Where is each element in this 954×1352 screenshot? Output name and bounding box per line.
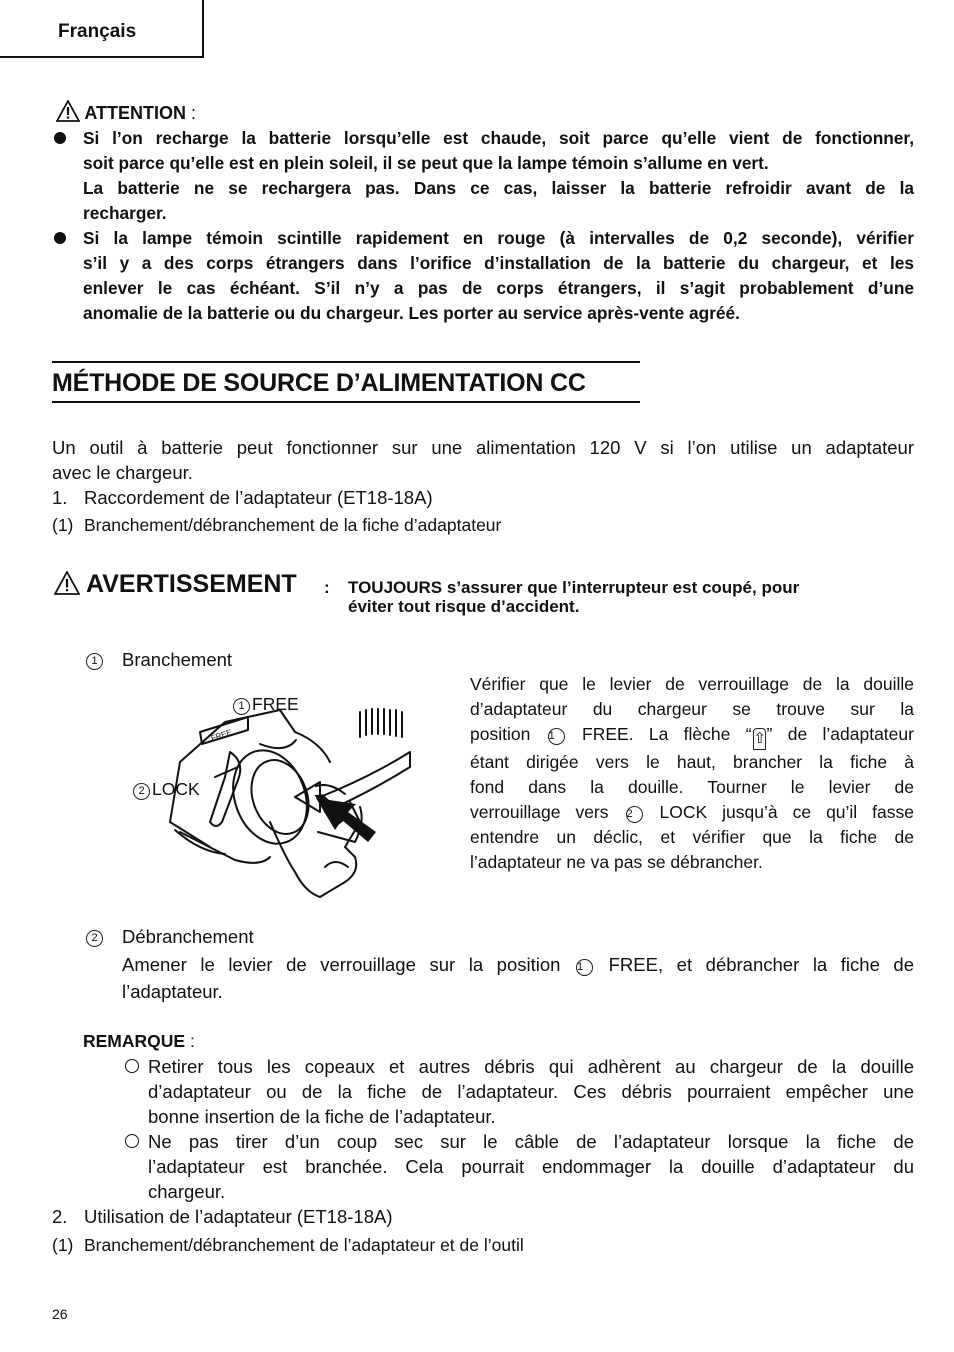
attention-heading	[56, 100, 196, 124]
attention-colon: :	[191, 103, 197, 123]
text-line: Si la lampe témoin scintille rapidement en rouge (à intervalles de 0,2 seconde), vérifier	[83, 228, 914, 248]
branchement-paragraph	[470, 672, 914, 875]
remarque-label: REMARQUE	[83, 1031, 186, 1051]
free-label: FREE	[252, 694, 299, 714]
text-line: l’adaptateur est branchée. Cela pourrait endommager la douille d’adaptateur du	[148, 1156, 914, 1177]
item-2-number: 2.	[52, 1206, 68, 1227]
attention-bullet-1	[83, 126, 914, 226]
branchement-marker	[84, 647, 105, 672]
circled-number: 1	[548, 728, 565, 745]
text-line: l’adaptateur.	[122, 981, 223, 1002]
lock-label: LOCK	[152, 779, 200, 799]
intro-paragraph	[52, 435, 914, 485]
text-line: chargeur.	[148, 1181, 226, 1202]
text-line	[122, 951, 914, 978]
hollow-bullet-icon	[125, 1059, 139, 1073]
text-fragment: Amener le levier de verrouillage sur la position	[122, 954, 561, 975]
insertion-arrow-head	[316, 798, 376, 842]
warning-icon	[56, 100, 80, 122]
up-arrow-icon: ⇧	[753, 728, 766, 750]
text-fragment: FREE, et débrancher la fiche de	[608, 954, 915, 975]
item-number: 1.	[52, 487, 68, 508]
attention-label: ATTENTION	[84, 103, 186, 123]
avertissement-text	[348, 578, 908, 616]
attention-bullet-2	[83, 226, 914, 326]
item-1-sub-text: Branchement/débranchement de la fiche d’adaptateur	[84, 515, 502, 535]
lever-text: FREE	[209, 727, 233, 743]
text-line: La batterie ne se rechargera pas. Dans ce cas, laisser la batterie refroidir avant de la	[83, 178, 914, 198]
text-line: éviter tout risque d’accident.	[348, 597, 580, 616]
hollow-bullet-icon	[125, 1134, 139, 1148]
text-line: recharger.	[83, 203, 167, 223]
bullet-icon	[54, 232, 66, 244]
debranchement-marker	[84, 924, 105, 949]
text-line: d’adaptateur du chargeur se trouve sur la	[470, 699, 914, 719]
text-line: anomalie de la batterie ou du chargeur. Les porter au service après-vente agréé.	[83, 303, 740, 323]
text-fragment: ” de l’adaptateur	[766, 724, 914, 744]
remarque-colon: :	[189, 1031, 195, 1051]
section-title-box	[52, 361, 640, 403]
free-callout	[231, 692, 299, 717]
text-line: d’adaptateur ou de la fiche de l’adaptateur. Ces débris pourraient empêcher une	[148, 1081, 914, 1102]
text-line: Retirer tous les copeaux et autres débris qui adhèrent au chargeur de la douille	[148, 1056, 914, 1077]
charger-body-line	[170, 710, 295, 822]
item-2-sub-text: Branchement/débranchement de l’adaptateur et de l’outil	[84, 1235, 524, 1255]
remarque-item-2	[148, 1129, 914, 1204]
bullet-icon	[54, 132, 66, 144]
item-2-sub-number: (1)	[52, 1235, 74, 1255]
language-label: Français	[58, 21, 137, 42]
text-fragment: verrouillage vers	[470, 802, 609, 822]
text-line: entendre un déclic, et vérifier que la fiche de	[470, 827, 914, 847]
avertissement-label: AVERTISSEMENT	[86, 570, 297, 598]
circled-number: 1	[86, 653, 103, 670]
language-tab	[0, 0, 204, 58]
text-line: Vérifier que le levier de verrouillage de la douille	[470, 674, 914, 694]
circled-number: 2	[626, 806, 643, 823]
text-line: bonne insertion de la fiche de l’adaptateur.	[148, 1106, 496, 1127]
avertissement-colon: :	[324, 578, 330, 597]
text-line: fond dans la douille. Tourner le levier de	[470, 777, 914, 797]
text-line: avec le chargeur.	[52, 462, 193, 483]
circled-number: 1	[233, 698, 250, 715]
warning-icon	[54, 571, 80, 595]
debranchement-paragraph	[122, 951, 914, 1005]
text-line	[470, 800, 914, 825]
item-2-title: Utilisation de l’adaptateur (ET18-18A)	[84, 1206, 393, 1227]
item-1-heading	[52, 485, 67, 510]
lock-callout	[131, 777, 200, 802]
text-fragment: LOCK jusqu’à ce qu’il fasse	[659, 802, 915, 822]
free-indicator-arc	[260, 740, 296, 748]
remarque-heading	[83, 1031, 195, 1052]
text-line: enlever le cas échéant. S’il n’y a pas de corps étrangers, il s’agit probablement d’une	[83, 278, 914, 298]
text-line: l’adaptateur ne va pas se débrancher.	[470, 852, 763, 872]
avertissement-heading	[54, 570, 297, 599]
branchement-title: Branchement	[122, 649, 233, 670]
charger-vent-lines	[360, 709, 402, 737]
text-line: étant dirigée vers le haut, brancher la fiche à	[470, 752, 914, 772]
item-1-sub-number: (1)	[52, 515, 74, 535]
finger-line	[325, 862, 348, 867]
circled-number: 2	[86, 930, 103, 947]
circled-number: 1	[576, 959, 593, 976]
charger-top-line	[295, 732, 330, 762]
section-title: MÉTHODE DE SOURCE D’ALIMENTATION CC	[52, 369, 586, 397]
lever-arm	[210, 752, 240, 826]
text-line: Un outil à batterie peut fonctionner sur une alimentation 120 V si l’on utilise un adaptateur	[52, 437, 914, 458]
circled-number: 2	[133, 783, 150, 800]
text-line: TOUJOURS s’assurer que l’interrupteur est coupé, pour	[348, 578, 800, 597]
remarque-item-1	[148, 1054, 914, 1129]
text-line: soit parce qu’elle est en plein soleil, il se peut que la lampe témoin s’allume en vert.	[83, 153, 769, 173]
debranchement-title: Débranchement	[122, 926, 254, 947]
text-fragment: position	[470, 724, 531, 744]
text-line: Ne pas tirer d’un coup sec sur le câble de l’adaptateur lorsque la fiche de	[148, 1131, 914, 1152]
text-line: s’il y a des corps étrangers dans l’orifice d’installation de la batterie du chargeur, et les	[83, 253, 914, 273]
item-1-title: Raccordement de l’adaptateur (ET18-18A)	[84, 487, 433, 508]
text-line	[470, 722, 914, 750]
page-number: 26	[52, 1306, 68, 1322]
text-line: Si l’on recharge la batterie lorsqu’elle est chaude, soit parce qu’elle vient de fonctionner,	[83, 128, 914, 148]
text-fragment: FREE. La flèche “	[582, 724, 752, 744]
